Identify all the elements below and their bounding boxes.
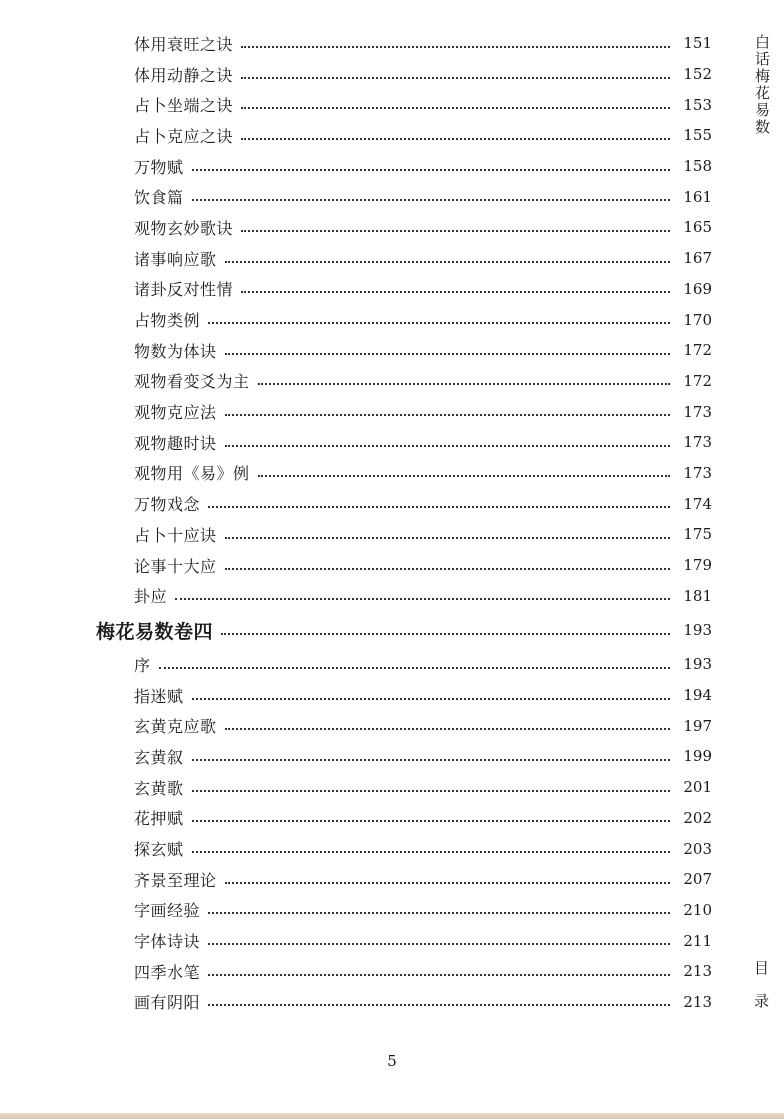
toc-entry-page: 199 [683,747,712,766]
toc-entry-page: 170 [683,310,712,329]
running-book-title: 白话梅花易数 [753,34,771,136]
toc-entry-title: 观物用《易》例 [134,464,250,484]
toc-entry[interactable] [96,895,712,926]
toc-entry-title: 占物类例 [134,311,201,331]
toc-entry[interactable] [96,366,712,397]
dot-leader [225,352,670,355]
dot-leader [241,76,670,79]
dot-leader [241,290,670,293]
toc-entry[interactable] [96,710,712,741]
toc-entry-page: 193 [683,621,712,640]
toc-entry-page: 173 [683,463,712,482]
toc-entry-page: 173 [683,433,712,452]
toc-entry-page: 194 [683,686,712,705]
dot-leader [225,444,670,447]
dot-leader [258,474,670,477]
toc-entry-title: 画有阴阳 [134,993,201,1013]
dot-leader [225,413,670,416]
toc-entry-page: 161 [683,187,712,206]
toc-entry-page: 213 [683,962,712,981]
toc-entry[interactable] [96,803,712,834]
dot-leader [225,727,670,730]
dot-leader [192,168,670,171]
toc-entry-title: 物数为体诀 [134,341,217,361]
toc-entry-title: 体用衰旺之诀 [134,34,234,54]
toc-entry-page: 173 [683,402,712,421]
dot-leader [175,597,670,600]
toc-entry[interactable] [96,151,712,182]
toc-entry-page: 155 [683,126,712,145]
toc-entry-title: 齐景至理论 [134,870,217,890]
toc-entry-title: 玄黄歌 [134,778,184,798]
toc-entry-title: 诸卦反对性情 [134,280,234,300]
dot-leader [192,758,670,761]
toc-entry-title: 字体诗诀 [134,932,201,952]
dot-leader [208,505,670,508]
dot-leader [159,666,670,669]
toc-entry-page: 207 [683,870,712,889]
dot-leader [258,382,670,385]
toc-entry-title: 四季水笔 [134,962,201,982]
toc-entry[interactable] [96,925,712,956]
toc-entry-page: 165 [683,218,712,237]
toc-entry[interactable] [96,120,712,151]
toc-entry[interactable] [96,89,712,120]
toc-entry[interactable] [96,427,712,458]
toc-entry[interactable] [96,274,712,305]
toc-entry-page: 210 [683,900,712,919]
toc-entry-title: 指迷赋 [134,686,184,706]
toc-entry-page: 158 [683,157,712,176]
dot-leader [192,850,670,853]
toc-entry[interactable] [96,181,712,212]
toc-entry[interactable] [96,519,712,550]
toc-entry-page: 202 [683,808,712,827]
toc-entry[interactable] [96,772,712,803]
dot-leader [241,106,670,109]
toc-entry-page: 193 [683,655,712,674]
toc-entry-page: 211 [683,931,712,950]
dot-leader [225,260,670,263]
toc-entry-page: 151 [683,34,712,53]
toc-entry-title: 万物戏念 [134,495,201,515]
toc-entry-title: 序 [134,655,151,675]
toc-entry[interactable] [96,335,712,366]
toc-entry-title: 论事十大应 [134,556,217,576]
toc-chapter-heading[interactable] [96,611,712,649]
toc-entry-title: 观物玄妙歌诀 [134,218,234,238]
dot-leader [241,45,670,48]
toc-entry[interactable] [96,833,712,864]
toc-entry[interactable] [96,580,712,611]
toc-entry-page: 203 [683,839,712,858]
toc-entry-page: 167 [683,249,712,268]
dot-leader [208,911,670,914]
page-bottom-edge [0,1113,784,1119]
dot-leader [225,881,670,884]
dot-leader [208,321,670,324]
toc-entry-title: 观物趣时诀 [134,433,217,453]
dot-leader [221,632,670,635]
toc-entry-page: 197 [683,716,712,735]
dot-leader [241,137,670,140]
dot-leader [241,229,670,232]
toc-entry-title: 花押赋 [134,809,184,829]
dot-leader [192,198,670,201]
dot-leader [208,973,670,976]
toc-entry-page: 152 [683,65,712,84]
toc-entry-title: 饮食篇 [134,188,184,208]
toc-entry[interactable] [96,59,712,90]
toc-entry-title: 卦应 [134,587,168,607]
toc-entry[interactable] [96,304,712,335]
toc-entry-title: 体用动静之诀 [134,65,234,85]
toc-entry-title: 观物克应法 [134,403,217,423]
toc-entry-page: 174 [683,494,712,513]
toc-entry-page: 201 [683,778,712,797]
toc-entry-page: 175 [683,525,712,544]
toc-entry[interactable] [96,987,712,1018]
dot-leader [225,567,670,570]
toc-entry-page: 179 [683,556,712,575]
dot-leader [192,697,670,700]
toc-entry-title: 占卜十应诀 [134,525,217,545]
dot-leader [208,942,670,945]
dot-leader [208,1003,670,1006]
toc-entry-title: 探玄赋 [134,840,184,860]
toc-entry[interactable] [96,864,712,895]
toc-entry-title: 诸事响应歌 [134,249,217,269]
toc-entry[interactable] [96,243,712,274]
toc-entry[interactable] [96,680,712,711]
dot-leader [192,819,670,822]
toc-entry-page: 181 [683,586,712,605]
running-section-title: 目录 [752,960,770,1026]
toc-entry[interactable] [96,396,712,427]
toc-entry-page: 153 [683,95,712,114]
toc-entry-title: 玄黄叙 [134,747,184,767]
toc-entry[interactable] [96,28,712,59]
toc-entry-page: 169 [683,279,712,298]
toc-entry[interactable] [96,458,712,489]
toc-entry-page: 213 [683,992,712,1011]
toc-entry[interactable] [96,741,712,772]
table-of-contents [96,28,712,1017]
dot-leader [225,536,670,539]
toc-entry[interactable] [96,212,712,243]
toc-entry-title: 玄黄克应歌 [134,717,217,737]
toc-entry-title: 占卜坐端之诀 [134,96,234,116]
toc-entry-title: 观物看变爻为主 [134,372,250,392]
dot-leader [192,789,670,792]
toc-entry[interactable] [96,649,712,680]
toc-entry-page: 172 [683,371,712,390]
toc-entry-title: 字画经验 [134,901,201,921]
toc-entry[interactable] [96,956,712,987]
toc-entry-page: 172 [683,341,712,360]
toc-entry-title: 占卜克应之诀 [134,126,234,146]
toc-entry[interactable] [96,488,712,519]
toc-entry[interactable] [96,550,712,581]
toc-entry-title: 万物赋 [134,157,184,177]
toc-chapter-title: 梅花易数卷四 [96,620,214,643]
page-number: 5 [387,1052,397,1070]
